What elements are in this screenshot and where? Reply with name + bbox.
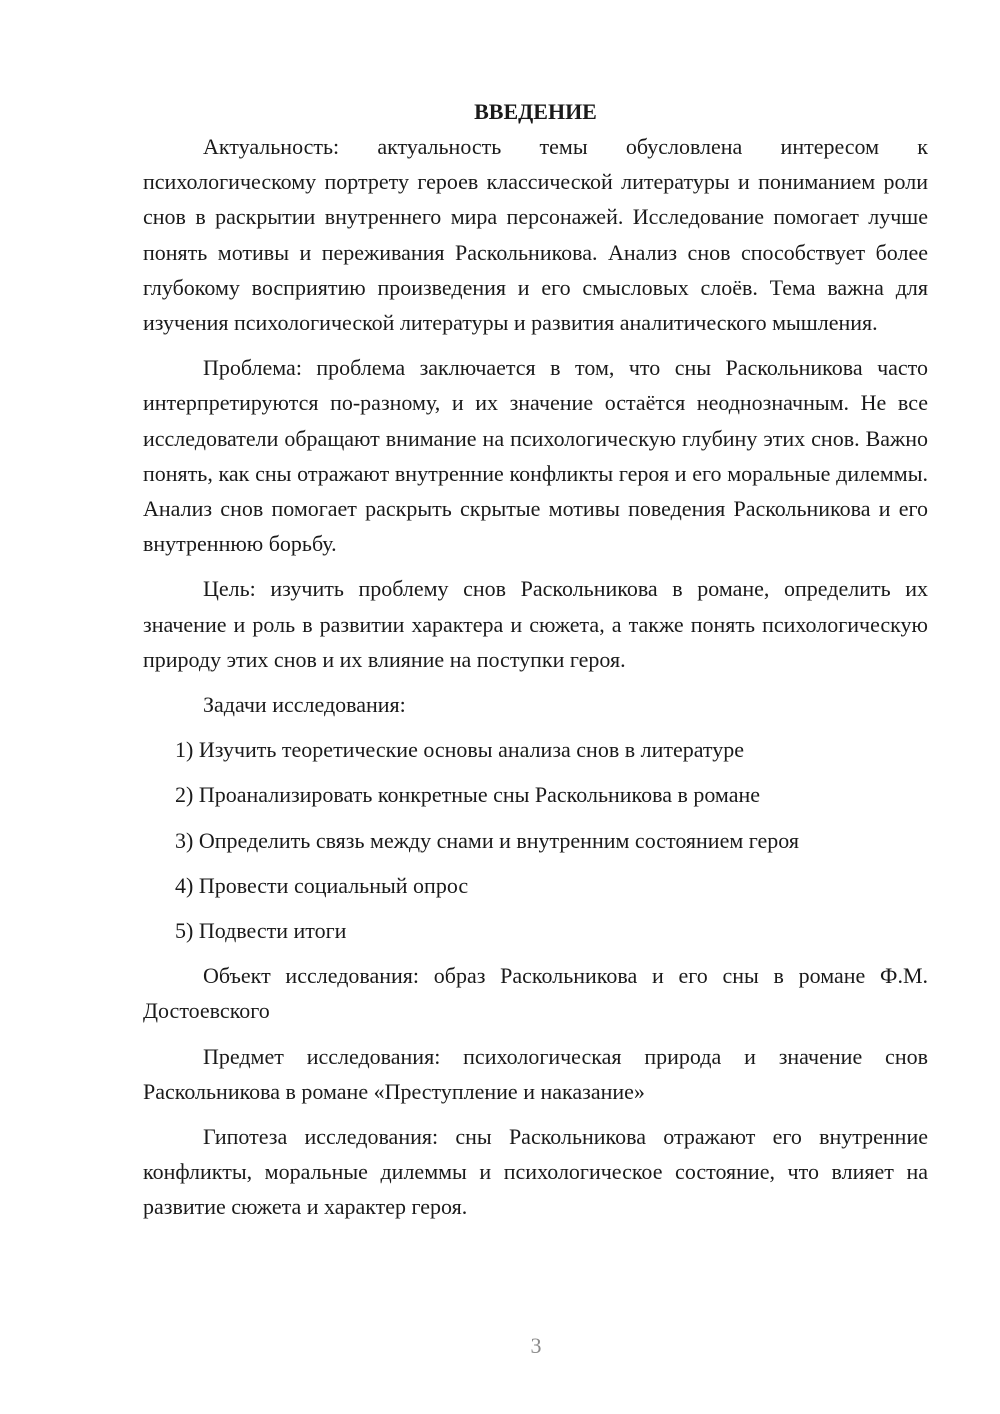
list-item: 5) Подвести итоги <box>175 918 347 944</box>
list-item: 1) Изучить теоретические основы анализа снов в литературе <box>175 737 745 763</box>
page-title: ВВЕДЕНИЕ <box>474 99 597 124</box>
document-page <box>143 94 928 1225</box>
paragraph-object: Объект исследования: образ Раскольникова и его сны в романе Ф.М. Достоевского <box>143 963 928 1024</box>
list-item: 3) Определить связь между снами и внутренним состоянием героя <box>175 827 799 853</box>
paragraph-relevance: Актуальность: актуальность темы обусловлена интересом к психологическому портрету героев классической литературы и пониманием роли снов в раскрытии внутреннего мира персонажей. Исследование помогает лучше понять мотивы и переживания Раскольникова. Анализ снов способствует более глубокому восприятию произведения и его смысловых слоёв. Тема важна для изучения психологической литературы и развития аналитического мышления. <box>143 134 928 336</box>
paragraph-subject: Предмет исследования: психологическая природа и значение снов Раскольникова в романе «Преступление и наказание» <box>143 1043 928 1104</box>
paragraph-goal: Цель: изучить проблему снов Раскольникова в романе, определить их значение и роль в развитии характера и сюжета, а также понять психологическую природу этих снов и их влияние на поступки героя. <box>143 576 928 672</box>
paragraph-tasks-heading: Задачи исследования: <box>203 692 406 718</box>
page-number: 3 <box>530 1333 542 1358</box>
list-item: 2) Проанализировать конкретные сны Раскольникова в романе <box>175 782 760 808</box>
tasks-list <box>143 732 928 948</box>
list-item: 4) Провести социальный опрос <box>175 872 469 898</box>
paragraph-problem: Проблема: проблема заключается в том, что сны Раскольникова часто интерпретируются по-разному, и их значение остаётся неоднозначным. Не все исследователи обращают внимание на психологическую глубину этих снов. Важно понять, как сны отражают внутренние конфликты героя и его моральные дилеммы. Анализ снов помогает раскрыть скрытые мотивы поведения Раскольникова и его внутреннюю борьбу. <box>143 355 928 557</box>
paragraph-hypothesis: Гипотеза исследования: сны Раскольникова отражают его внутренние конфликты, моральные дилеммы и психологическое состояние, что влияет на развитие сюжета и характер героя. <box>143 1124 928 1220</box>
